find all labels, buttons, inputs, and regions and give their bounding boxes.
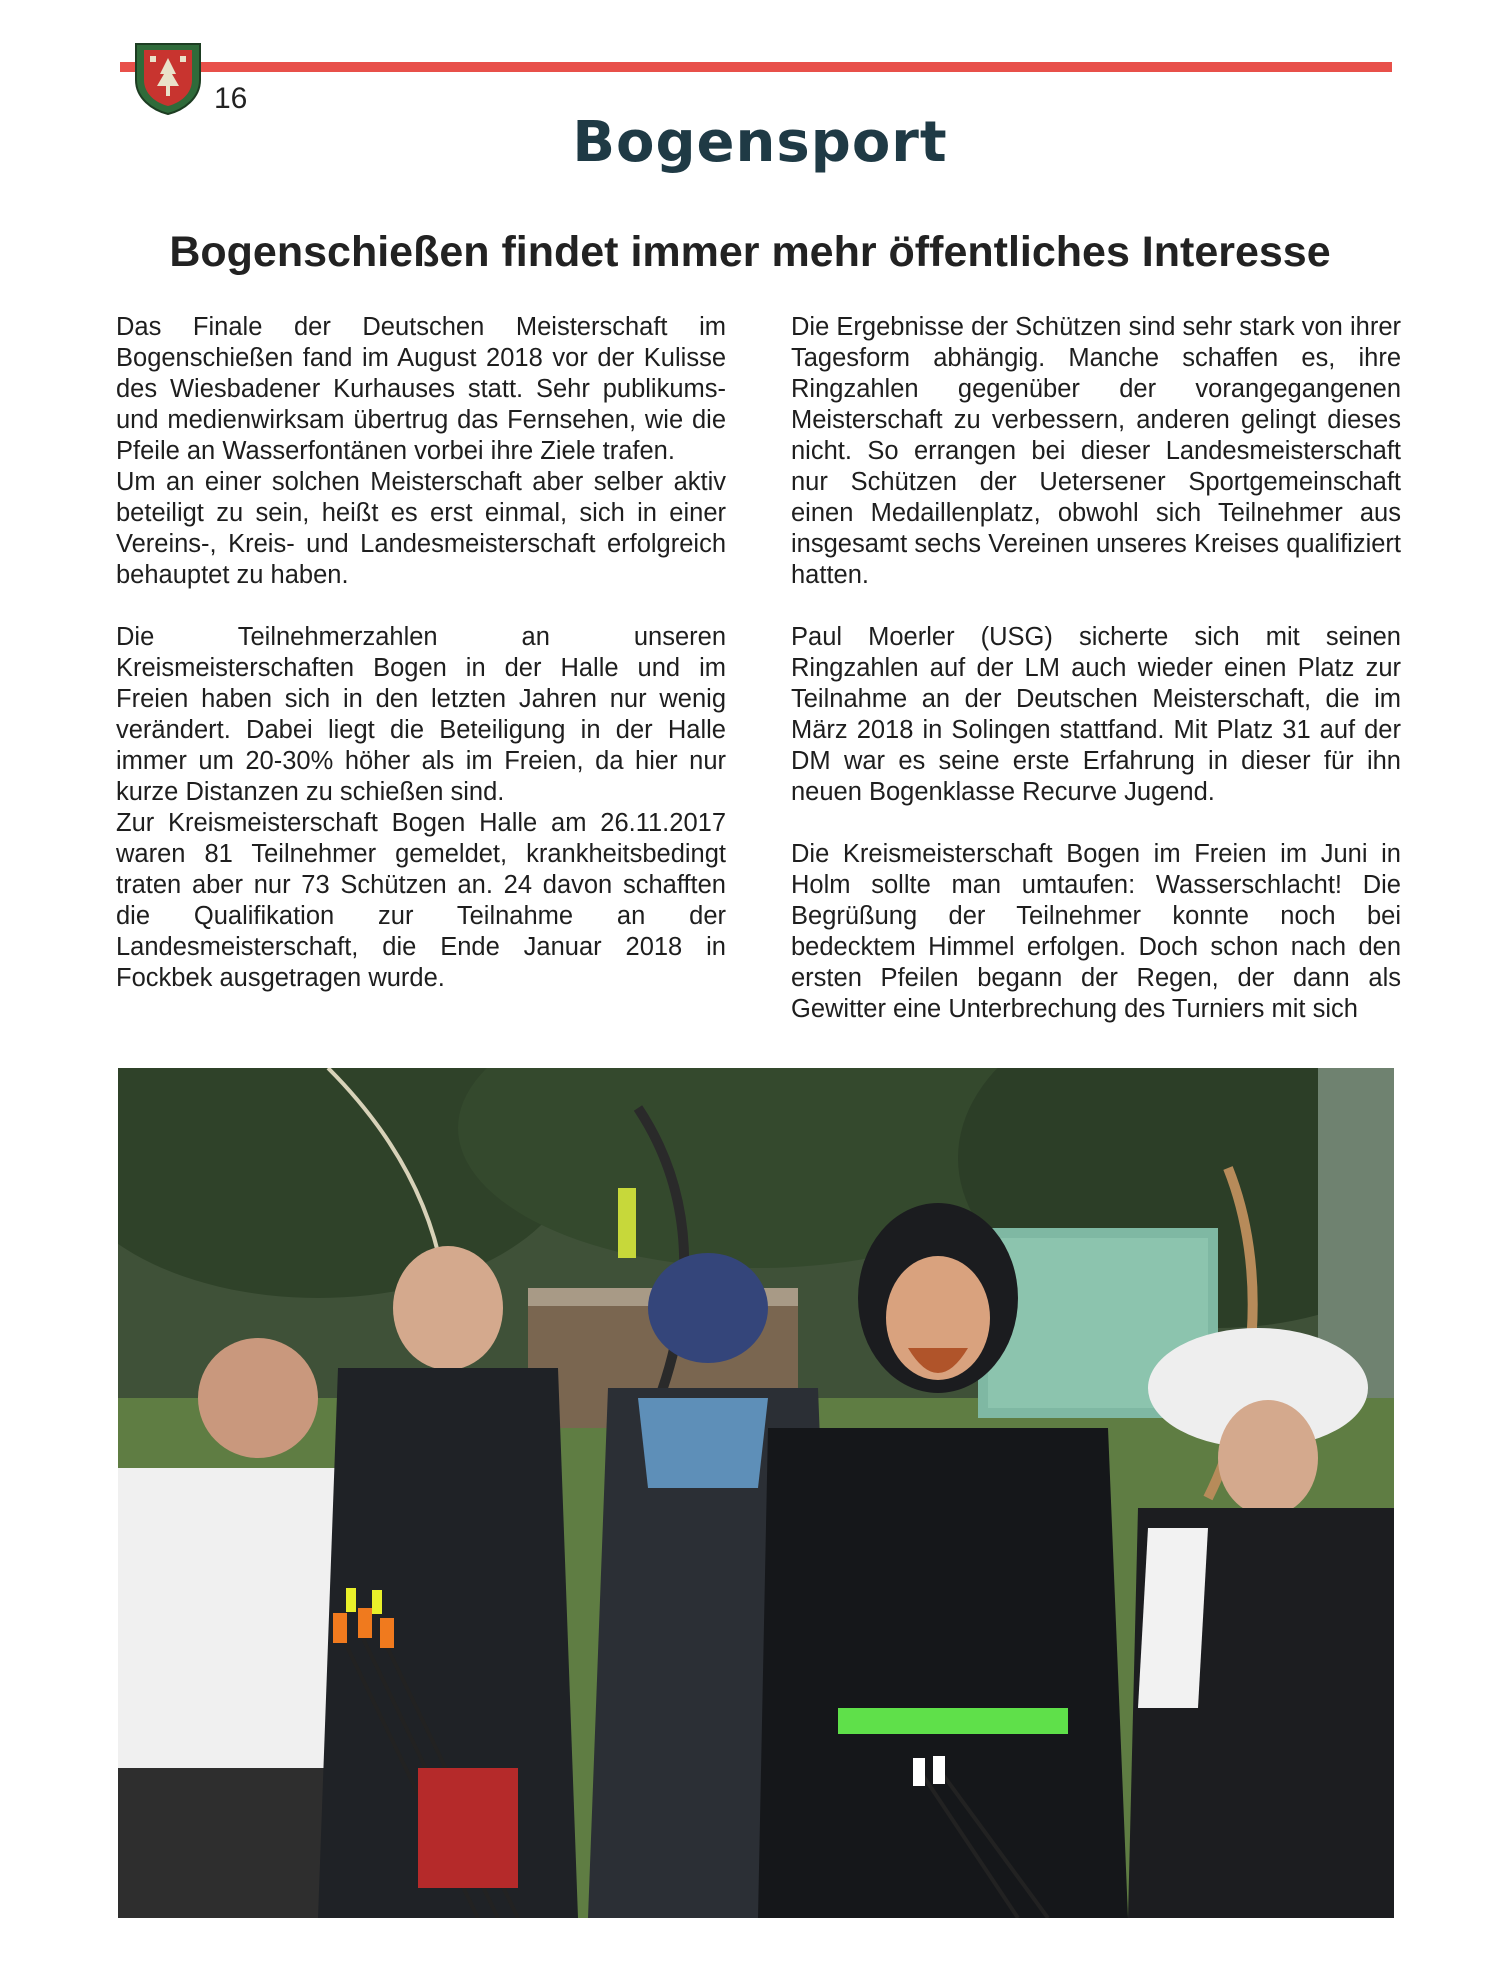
- club-crest-logo: [132, 40, 204, 116]
- article-right-column: [791, 312, 1401, 1025]
- left-paragraph-2: Um an einer solchen Meisterschaft aber selber aktiv beteiligt zu sein, heißt es erst einmal, sich in einer Vereins-, Kreis- und Landesmeisterschaft erfolgreich behauptet zu haben.: [116, 468, 726, 589]
- header-rule: [120, 62, 1392, 72]
- left-paragraph-3: Die Teilnehmerzahlen an unseren Kreismeisterschaften Bogen in der Halle und im Freien haben sich in den letzten Jahren nur wenig verändert. Dabei liegt die Beteiligung in der Halle immer um 20-30% höher als im Freien, da hier nur kurze Distanzen zu schießen sind.: [116, 623, 726, 806]
- article-headline: Bogenschießen findet immer mehr öffentliches Interesse: [169, 228, 1331, 276]
- left-paragraph-1: Das Finale der Deutschen Meisterschaft im Bogenschießen fand im August 2018 vor der Kulisse des Wiesbadener Kurhauses statt. Sehr publikums- und medienwirksam übertrug das Fernsehen, wie die Pfeile an Wasserfontänen vorbei ihre Ziele trafen.: [116, 313, 726, 465]
- right-paragraph-1: Die Ergebnisse der Schützen sind sehr stark von ihrer Tagesform abhängig. Manche schaffen es, ihre Ringzahlen gegenüber der vorangegangenen Meisterschaft zu verbessern, anderen gelingt dieses nicht. So errangen bei dieser Landesmeisterschaft nur Schützen der Uetersener Sportgemeinschaft einen Medaillenplatz, obwohl sich Teilnehmer aus insgesamt sechs Vereinen unseres Kreises qualifiziert hatten.: [791, 313, 1401, 589]
- left-paragraph-4: Zur Kreismeisterschaft Bogen Halle am 26.11.2017 waren 81 Teilnehmer gemeldet, krankheitsbedingt traten aber nur 73 Schützen an. 24 davon schafften die Qualifikation zur Teilnahme an der Landesmeisterschaft, die Ende Januar 2018 in Fockbek ausgetragen wurde.: [116, 809, 726, 992]
- section-title: Bogensport: [572, 110, 948, 175]
- right-paragraph-3: Die Kreismeisterschaft Bogen im Freien im Juni in Holm sollte man umtaufen: Wasserschlacht! Die Begrüßung der Teilnehmer konnte noch bei bedecktem Himmel erfolgen. Doch schon nach den ersten Pfeilen begann der Regen, der dann als Gewitter eine Unterbrechung des Turniers mit sich: [791, 840, 1401, 1023]
- page-number: 16: [214, 82, 248, 115]
- archers-photo: [118, 1068, 1394, 1918]
- right-paragraph-2: Paul Moerler (USG) sicherte sich mit seinen Ringzahlen auf der LM auch wieder einen Platz zur Teilnahme an der Deutschen Meisterschaft, die im März 2018 in Solingen stattfand. Mit Platz 31 auf der DM war es seine erste Erfahrung in dieser für ihn neuen Bogenklasse Recurve Jugend.: [791, 623, 1401, 806]
- article-left-column: [116, 312, 726, 994]
